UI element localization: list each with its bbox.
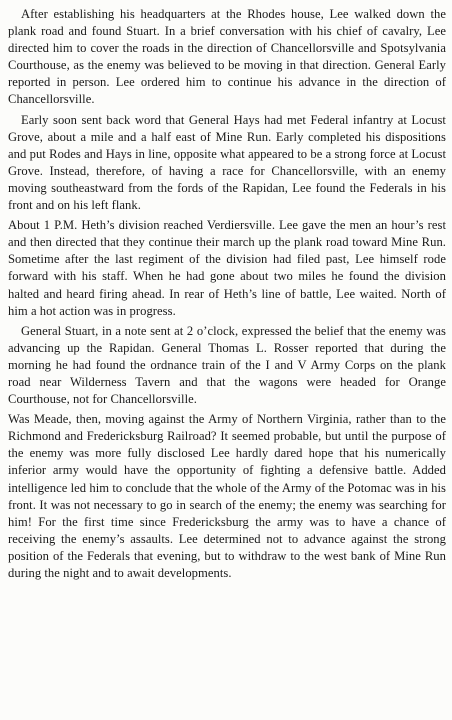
paragraph-stuart-note: General Stuart, in a note sent at 2 o’clock, expressed the belief that the enemy was advancing up the Rapidan. General Thomas L. Rosser reported that during the morning he had found the ordnance train of the I and V Army Corps on the plank road near Wilderness Tavern and that the wagons were headed for Orange Courthouse, not for Chancellorsville.	[8, 323, 446, 407]
paragraph-verdiersville: About 1 P.M. Heth’s division reached Verdiersville. Lee gave the men an hour’s rest and then directed that they continue their march up the plank road toward Mine Run. Sometime after the last regiment of the division had filed past, Lee himself rode forward with his staff. When he had gone about two miles he found the division halted and heard firing ahead. In rear of Heth’s line of battle, Lee waited. North of him a hot action was in progress.	[8, 218, 446, 318]
paragraph-locust-grove: Early soon sent back word that General Hays had met Federal infantry at Locust Grove, about a mile and a half east of Mine Run. Early completed his dispositions and put Rodes and Hays in line, opposite what appeared to be a strong force at Locust Grove. Instead, therefore, of having a race for Chancellorsville, with an enemy moving southeastward from the fords of the Rapidan, Lee found the Federals in his front and on his left flank.	[8, 112, 446, 213]
paragraph-rhodes-house: After establishing his headquarters at the Rhodes house, Lee walked down the plank road and found Stuart. In a brief conversation with his chief of cavalry, Lee directed him to cover the roads in the direction of Chancellorsville and Spotsylvania Courthouse, as the enemy was believed to be moving in that direction. General Early reported in person. Lee ordered him to continue his advance in the direction of Chancellorsville.	[8, 7, 446, 107]
paragraph-meade-question: Was Meade, then, moving against the Army of Northern Virginia, rather than to the Richmond and Fredericksburg Railroad? It seemed probable, but until the purpose of the enemy was more fully disclosed Lee hardly dared hope that his numerically inferior army would have the opportunity of fighting a defensive battle. Added intelligence led him to conclude that the whole of the Army of the Potomac was in his front. It was not necessary to go in search of the enemy; the enemy was searching for him! For the first time since Fredericksburg the army was to have a chance of receiving the enemy’s assaults. Lee determined not to advance against the strong position of the Federals that evening, but to withdraw to the west bank of Mine Run during the night and to await developments.	[8, 412, 446, 580]
